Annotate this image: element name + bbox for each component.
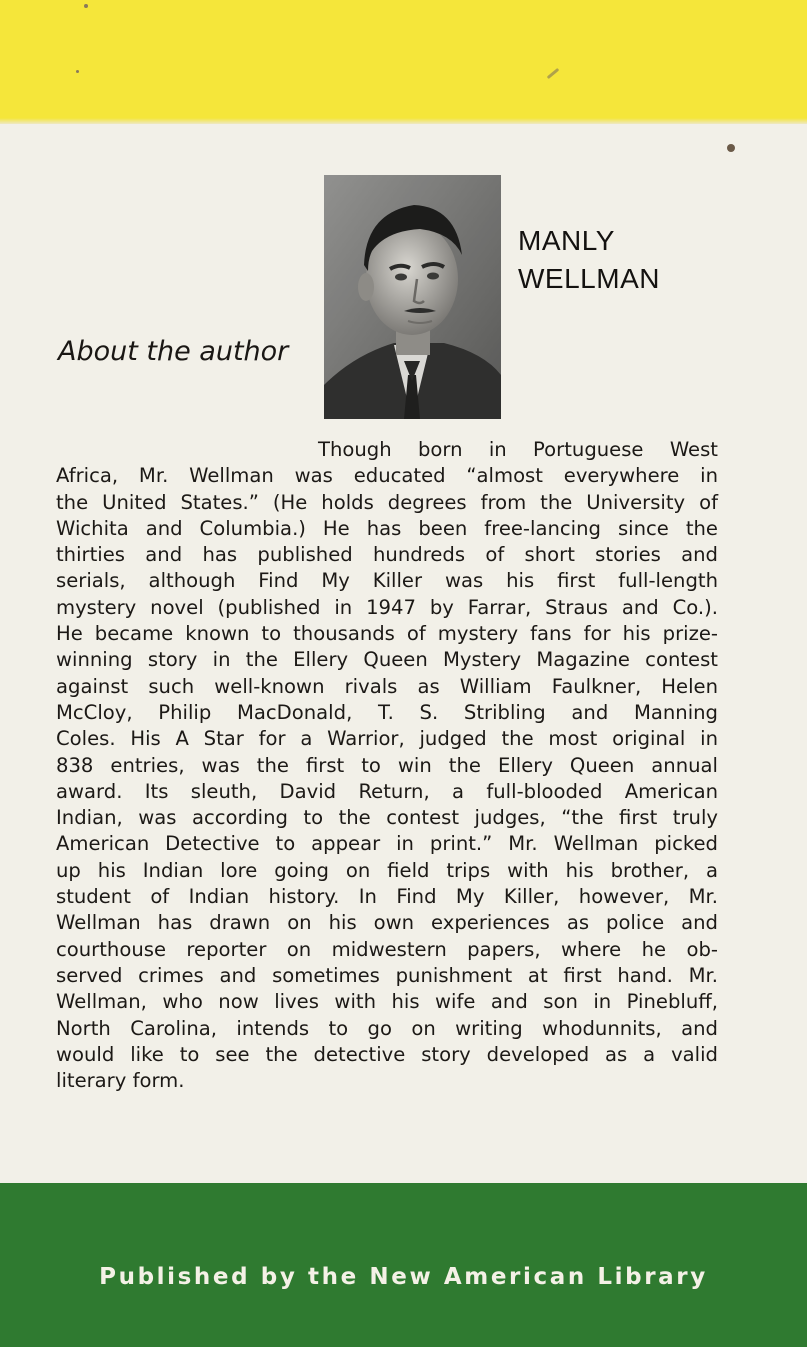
bio-line: thirties and has published hundreds of short stories and (56, 543, 718, 567)
bio-line: the United States.” (He holds degrees from the University of (56, 490, 718, 514)
author-bio (56, 437, 718, 1094)
bio-line: Wellman has drawn on his own experiences as police and (56, 911, 718, 935)
bio-line: 838 entries, was the first to win the Ellery Queen annual (56, 753, 718, 777)
author-last-name: WELLMAN (518, 263, 660, 294)
about-heading: About the author (58, 336, 289, 367)
paper-speck (727, 144, 735, 152)
bio-line: would like to see the detective story developed as a valid (56, 1042, 718, 1066)
bio-line: Wichita and Columbia.) He has been free-lancing since the (56, 516, 718, 540)
bio-line: Though born in Portuguese West (318, 438, 718, 461)
bio-line: McCloy, Philip MacDonald, T. S. Stribling and Manning (56, 700, 718, 724)
bio-line: against such well-known rivals as William Faulkner, Helen (56, 674, 718, 698)
author-first-name: MANLY (518, 225, 615, 256)
bio-line: Coles. His A Star for a Warrior, judged the most original in (56, 727, 718, 751)
bio-line: award. Its sleuth, David Return, a full-blooded American (56, 779, 718, 803)
bio-line: winning story in the Ellery Queen Mystery Magazine contest (56, 648, 718, 672)
bio-line: literary form. (56, 1069, 185, 1093)
bio-line: Wellman, who now lives with his wife and son in Pinebluff, (56, 990, 718, 1014)
bio-line: Indian, was according to the contest judges, “the first truly (56, 806, 718, 830)
bio-line: North Carolina, intends to go on writing whodunnits, and (56, 1016, 718, 1040)
bio-line: serials, although Find My Killer was his first full-length (56, 569, 718, 593)
bio-line: courthouse reporter on midwestern papers, where he ob- (56, 937, 718, 961)
bio-line: served crimes and sometimes punishment at first hand. Mr. (56, 963, 718, 987)
paper-speck (76, 70, 79, 73)
bio-line: He became known to thousands of mystery fans for his prize- (56, 622, 718, 646)
paper-speck (84, 4, 88, 8)
bio-line: up his Indian lore going on field trips with his brother, a (56, 858, 718, 882)
author-photo (324, 175, 501, 419)
yellow-band (0, 0, 807, 123)
bio-line: Africa, Mr. Wellman was educated “almost everywhere in (56, 464, 718, 488)
publisher-credit: Published by the New American Library (99, 1264, 708, 1290)
author-portrait-icon (324, 175, 501, 419)
author-name (518, 222, 718, 298)
bio-line: American Detective to appear in print.” Mr. Wellman picked (56, 832, 718, 856)
band-edge (0, 118, 807, 124)
bio-line: mystery novel (published in 1947 by Farrar, Straus and Co.). (56, 595, 718, 619)
bio-line: student of Indian history. In Find My Killer, however, Mr. (56, 885, 718, 909)
